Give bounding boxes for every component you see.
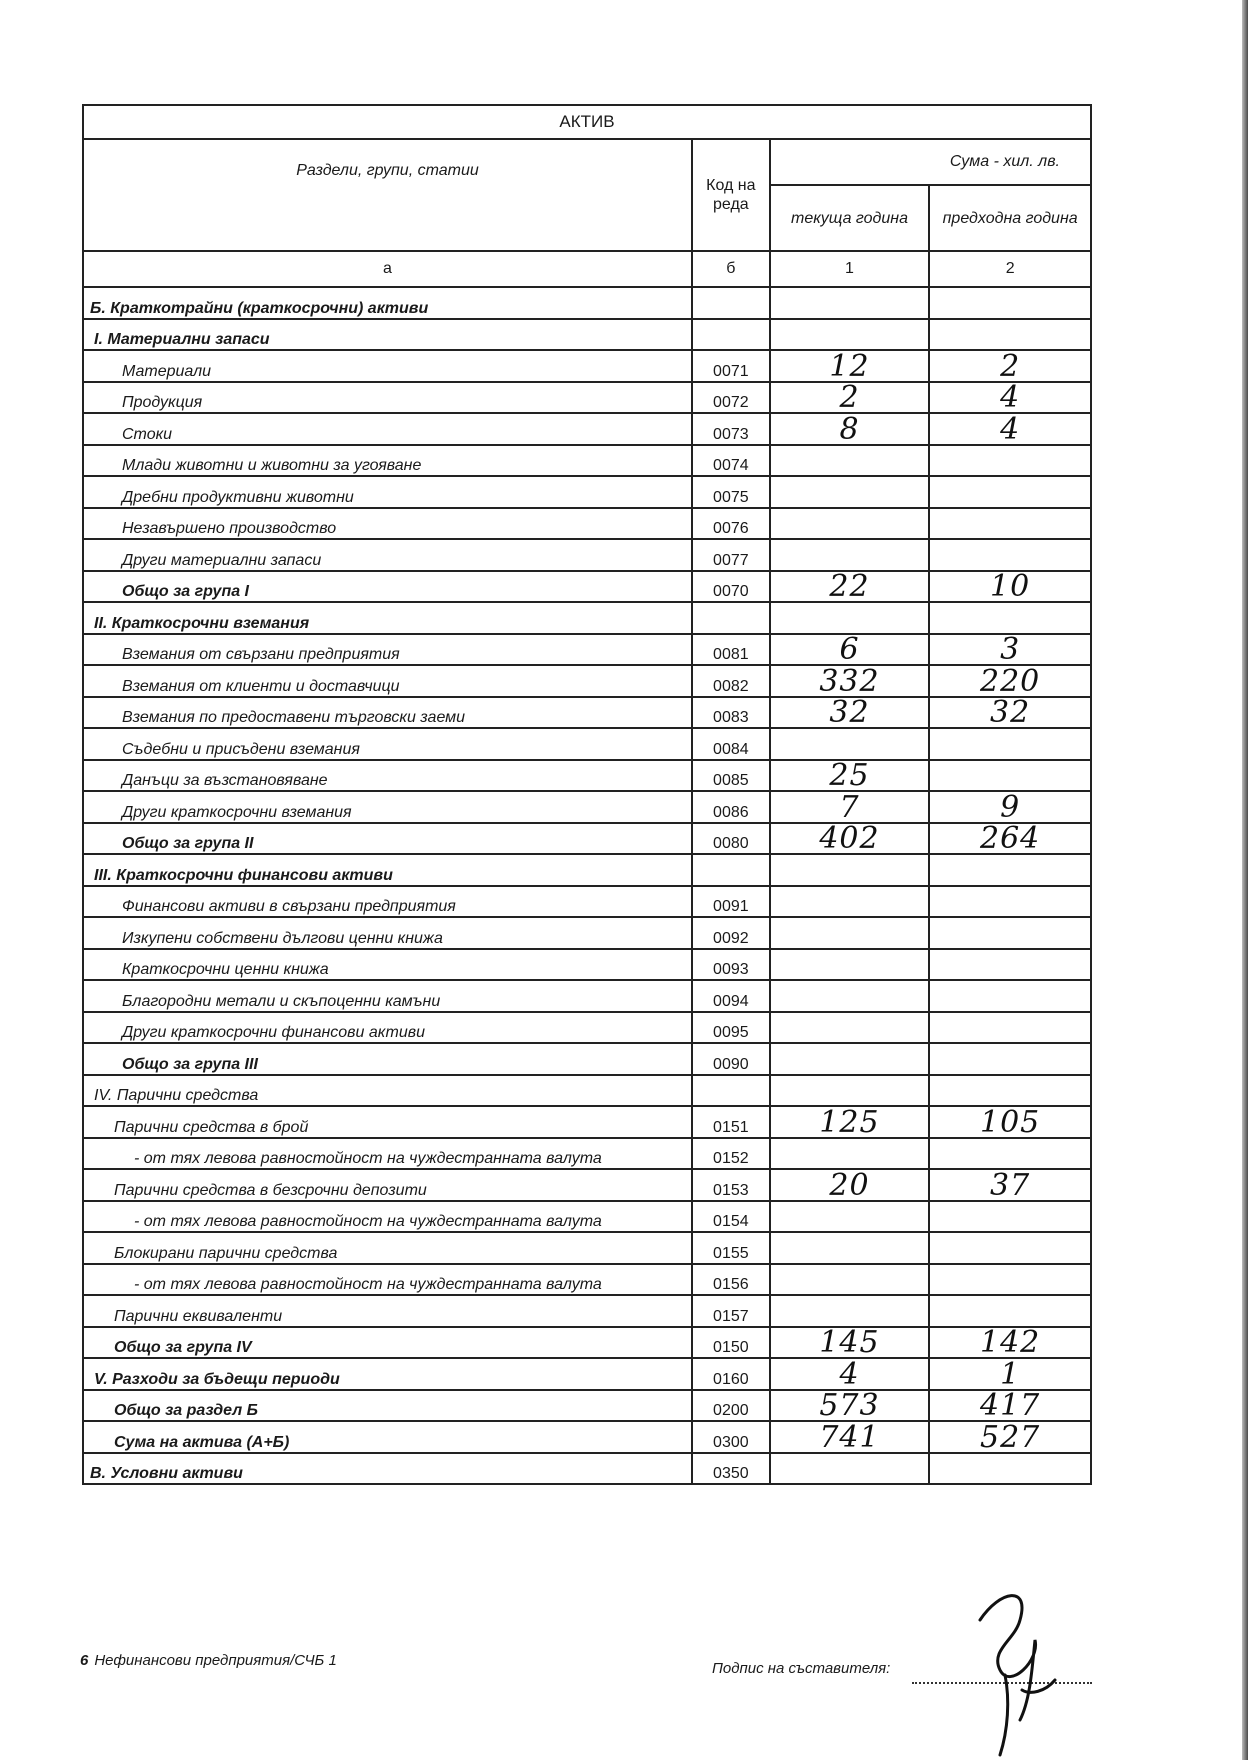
row-previous-year-value: 1 (929, 1358, 1091, 1390)
row-code: 0070 (692, 571, 770, 603)
row-current-year-value: 25 (770, 760, 930, 792)
row-previous-year-value (929, 1012, 1091, 1044)
row-previous-year-value (929, 980, 1091, 1012)
row-label: II. Краткосрочни вземания (83, 602, 692, 634)
row-code (692, 287, 770, 319)
row-label: Други краткосрочни финансови активи (83, 1012, 692, 1044)
row-previous-year-value (929, 319, 1091, 351)
row-label: IV. Парични средства (83, 1075, 692, 1107)
row-previous-year-value (929, 1295, 1091, 1327)
table-row (83, 980, 1091, 1012)
table-row (83, 1075, 1091, 1107)
row-code (692, 1075, 770, 1107)
table-row (83, 1453, 1091, 1485)
row-label: Парични еквиваленти (83, 1295, 692, 1327)
row-code (692, 319, 770, 351)
table-row (83, 949, 1091, 981)
row-previous-year-value (929, 539, 1091, 571)
row-label: Общо за група III (83, 1043, 692, 1075)
row-previous-year-value (929, 886, 1091, 918)
header-sections: Раздели, групи, статии (83, 139, 692, 251)
table-title: АКТИВ (83, 105, 1091, 139)
row-label: - от тях левова равностойност на чуждестранната валута (83, 1201, 692, 1233)
row-current-year-value (770, 1043, 930, 1075)
table-row (83, 1106, 1091, 1138)
table-row (83, 791, 1091, 823)
row-current-year-value (770, 1075, 930, 1107)
row-code: 0094 (692, 980, 770, 1012)
table-body (83, 287, 1091, 1484)
row-code: 0076 (692, 508, 770, 540)
row-code: 0084 (692, 728, 770, 760)
row-current-year-value (770, 1138, 930, 1170)
row-previous-year-value: 4 (929, 382, 1091, 414)
row-current-year-value: 2 (770, 382, 930, 414)
row-code: 0095 (692, 1012, 770, 1044)
row-code: 0160 (692, 1358, 770, 1390)
row-current-year-value: 32 (770, 697, 930, 729)
row-previous-year-value: 4 (929, 413, 1091, 445)
row-code: 0300 (692, 1421, 770, 1453)
row-current-year-value (770, 1295, 930, 1327)
table-row (83, 823, 1091, 855)
row-current-year-value: 22 (770, 571, 930, 603)
header-current-year: текуща година (770, 185, 930, 251)
row-code: 0081 (692, 634, 770, 666)
table-row (83, 571, 1091, 603)
row-current-year-value (770, 949, 930, 981)
header-sum: Сума - хил. лв. (770, 139, 1091, 185)
row-previous-year-value (929, 1453, 1091, 1485)
row-code: 0077 (692, 539, 770, 571)
table-row (83, 1390, 1091, 1422)
row-code: 0350 (692, 1453, 770, 1485)
page-edge (1242, 0, 1248, 1760)
balance-sheet-table (82, 104, 1092, 1485)
table-row (83, 539, 1091, 571)
row-label: Парични средства в брой (83, 1106, 692, 1138)
row-label: - от тях левова равностойност на чуждестранната валута (83, 1264, 692, 1296)
row-code: 0200 (692, 1390, 770, 1422)
row-current-year-value (770, 508, 930, 540)
row-current-year-value (770, 854, 930, 886)
row-previous-year-value: 417 (929, 1390, 1091, 1422)
row-current-year-value (770, 1201, 930, 1233)
row-code: 0154 (692, 1201, 770, 1233)
table-row (83, 886, 1091, 918)
row-current-year-value (770, 1453, 930, 1485)
row-current-year-value (770, 980, 930, 1012)
row-current-year-value (770, 445, 930, 477)
row-current-year-value: 145 (770, 1327, 930, 1359)
table-row (83, 665, 1091, 697)
row-current-year-value: 573 (770, 1390, 930, 1422)
header-previous-year: предходна година (929, 185, 1091, 251)
row-current-year-value: 7 (770, 791, 930, 823)
row-code: 0073 (692, 413, 770, 445)
row-current-year-value (770, 539, 930, 571)
row-previous-year-value (929, 854, 1091, 886)
row-current-year-value: 8 (770, 413, 930, 445)
row-current-year-value (770, 602, 930, 634)
row-label: Изкупени собствени дългови ценни книжа (83, 917, 692, 949)
row-label: V. Разходи за бъдещи периоди (83, 1358, 692, 1390)
row-previous-year-value (929, 728, 1091, 760)
table-row (83, 854, 1091, 886)
table-row (83, 1138, 1091, 1170)
table-row (83, 1043, 1091, 1075)
row-label: Общо за раздел Б (83, 1390, 692, 1422)
row-code: 0092 (692, 917, 770, 949)
row-label: Общо за група I (83, 571, 692, 603)
table-row (83, 476, 1091, 508)
row-label: Съдебни и присъдени вземания (83, 728, 692, 760)
handwritten-signature (960, 1580, 1070, 1760)
row-label: Други материални запаси (83, 539, 692, 571)
row-previous-year-value: 264 (929, 823, 1091, 855)
row-current-year-value (770, 476, 930, 508)
row-previous-year-value (929, 760, 1091, 792)
row-previous-year-value (929, 476, 1091, 508)
table-row (83, 319, 1091, 351)
row-previous-year-value: 2 (929, 350, 1091, 382)
row-label: Вземания по предоставени търговски заеми (83, 697, 692, 729)
index-a: а (83, 251, 692, 287)
table-row (83, 1421, 1091, 1453)
row-label: Финансови активи в свързани предприятия (83, 886, 692, 918)
row-current-year-value: 332 (770, 665, 930, 697)
row-code: 0155 (692, 1232, 770, 1264)
row-label: Други краткосрочни вземания (83, 791, 692, 823)
header-code: Код на реда (692, 139, 770, 251)
row-current-year-value: 20 (770, 1169, 930, 1201)
row-label: Краткосрочни ценни книжа (83, 949, 692, 981)
row-label: III. Краткосрочни финансови активи (83, 854, 692, 886)
row-code: 0156 (692, 1264, 770, 1296)
row-previous-year-value: 37 (929, 1169, 1091, 1201)
row-previous-year-value: 3 (929, 634, 1091, 666)
table-row (83, 728, 1091, 760)
table-row (83, 917, 1091, 949)
row-current-year-value (770, 917, 930, 949)
row-previous-year-value (929, 917, 1091, 949)
row-label: Б. Краткотрайни (краткосрочни) активи (83, 287, 692, 319)
row-previous-year-value: 142 (929, 1327, 1091, 1359)
row-current-year-value: 741 (770, 1421, 930, 1453)
row-previous-year-value (929, 445, 1091, 477)
row-previous-year-value: 105 (929, 1106, 1091, 1138)
table-row (83, 1169, 1091, 1201)
row-code: 0086 (692, 791, 770, 823)
table-row (83, 350, 1091, 382)
signature-label: Подпис на съставителя: (712, 1660, 891, 1677)
row-previous-year-value (929, 1138, 1091, 1170)
row-label: В. Условни активи (83, 1453, 692, 1485)
row-previous-year-value: 32 (929, 697, 1091, 729)
table-row (83, 1327, 1091, 1359)
footer-form-info (80, 1652, 337, 1669)
row-previous-year-value (929, 949, 1091, 981)
table-row (83, 760, 1091, 792)
row-current-year-value (770, 1232, 930, 1264)
row-previous-year-value: 527 (929, 1421, 1091, 1453)
index-1: 1 (770, 251, 930, 287)
row-label: Общо за група IV (83, 1327, 692, 1359)
table-row (83, 1012, 1091, 1044)
index-b: б (692, 251, 770, 287)
row-current-year-value (770, 319, 930, 351)
row-code: 0091 (692, 886, 770, 918)
row-current-year-value: 4 (770, 1358, 930, 1390)
row-code: 0080 (692, 823, 770, 855)
row-previous-year-value (929, 602, 1091, 634)
row-code: 0074 (692, 445, 770, 477)
row-previous-year-value (929, 1232, 1091, 1264)
row-code (692, 602, 770, 634)
row-label: Продукция (83, 382, 692, 414)
row-label: Материали (83, 350, 692, 382)
row-label: Млади животни и животни за угояване (83, 445, 692, 477)
table-row (83, 634, 1091, 666)
row-previous-year-value (929, 508, 1091, 540)
row-code: 0090 (692, 1043, 770, 1075)
row-code: 0151 (692, 1106, 770, 1138)
row-current-year-value: 402 (770, 823, 930, 855)
row-previous-year-value (929, 287, 1091, 319)
row-previous-year-value (929, 1264, 1091, 1296)
row-label: Данъци за възстановяване (83, 760, 692, 792)
row-current-year-value: 12 (770, 350, 930, 382)
row-previous-year-value: 220 (929, 665, 1091, 697)
row-current-year-value: 125 (770, 1106, 930, 1138)
row-current-year-value (770, 1012, 930, 1044)
row-previous-year-value (929, 1201, 1091, 1233)
row-code: 0153 (692, 1169, 770, 1201)
row-code: 0093 (692, 949, 770, 981)
row-previous-year-value (929, 1043, 1091, 1075)
row-code: 0150 (692, 1327, 770, 1359)
table-row (83, 1232, 1091, 1264)
table-row (83, 413, 1091, 445)
row-label: Незавършено производство (83, 508, 692, 540)
row-label: Благородни метали и скъпоценни камъни (83, 980, 692, 1012)
row-code (692, 854, 770, 886)
row-label: Парични средства в безсрочни депозити (83, 1169, 692, 1201)
table-row (83, 1295, 1091, 1327)
row-code: 0152 (692, 1138, 770, 1170)
page-number: 6 (80, 1652, 89, 1669)
index-2: 2 (929, 251, 1091, 287)
row-label: Вземания от клиенти и доставчици (83, 665, 692, 697)
row-code: 0085 (692, 760, 770, 792)
row-current-year-value (770, 728, 930, 760)
row-code: 0157 (692, 1295, 770, 1327)
form-name: Нефинансови предприятия/СЧБ 1 (94, 1652, 337, 1669)
row-label: - от тях левова равностойност на чуждестранната валута (83, 1138, 692, 1170)
row-current-year-value (770, 886, 930, 918)
table-row (83, 445, 1091, 477)
table-row (83, 602, 1091, 634)
row-current-year-value: 6 (770, 634, 930, 666)
row-current-year-value (770, 1264, 930, 1296)
row-code: 0083 (692, 697, 770, 729)
table-row (83, 1358, 1091, 1390)
row-previous-year-value: 10 (929, 571, 1091, 603)
row-code: 0072 (692, 382, 770, 414)
row-previous-year-value (929, 1075, 1091, 1107)
row-label: Сума на актива (А+Б) (83, 1421, 692, 1453)
row-label: Блокирани парични средства (83, 1232, 692, 1264)
table-row (83, 382, 1091, 414)
row-code: 0075 (692, 476, 770, 508)
table-row (83, 1264, 1091, 1296)
table-row (83, 697, 1091, 729)
table-row (83, 287, 1091, 319)
table-row (83, 1201, 1091, 1233)
row-label: Дребни продуктивни животни (83, 476, 692, 508)
row-label: Общо за група II (83, 823, 692, 855)
row-label: I. Материални запаси (83, 319, 692, 351)
row-current-year-value (770, 287, 930, 319)
row-label: Стоки (83, 413, 692, 445)
row-previous-year-value: 9 (929, 791, 1091, 823)
table-row (83, 508, 1091, 540)
row-label: Вземания от свързани предприятия (83, 634, 692, 666)
row-code: 0071 (692, 350, 770, 382)
row-code: 0082 (692, 665, 770, 697)
